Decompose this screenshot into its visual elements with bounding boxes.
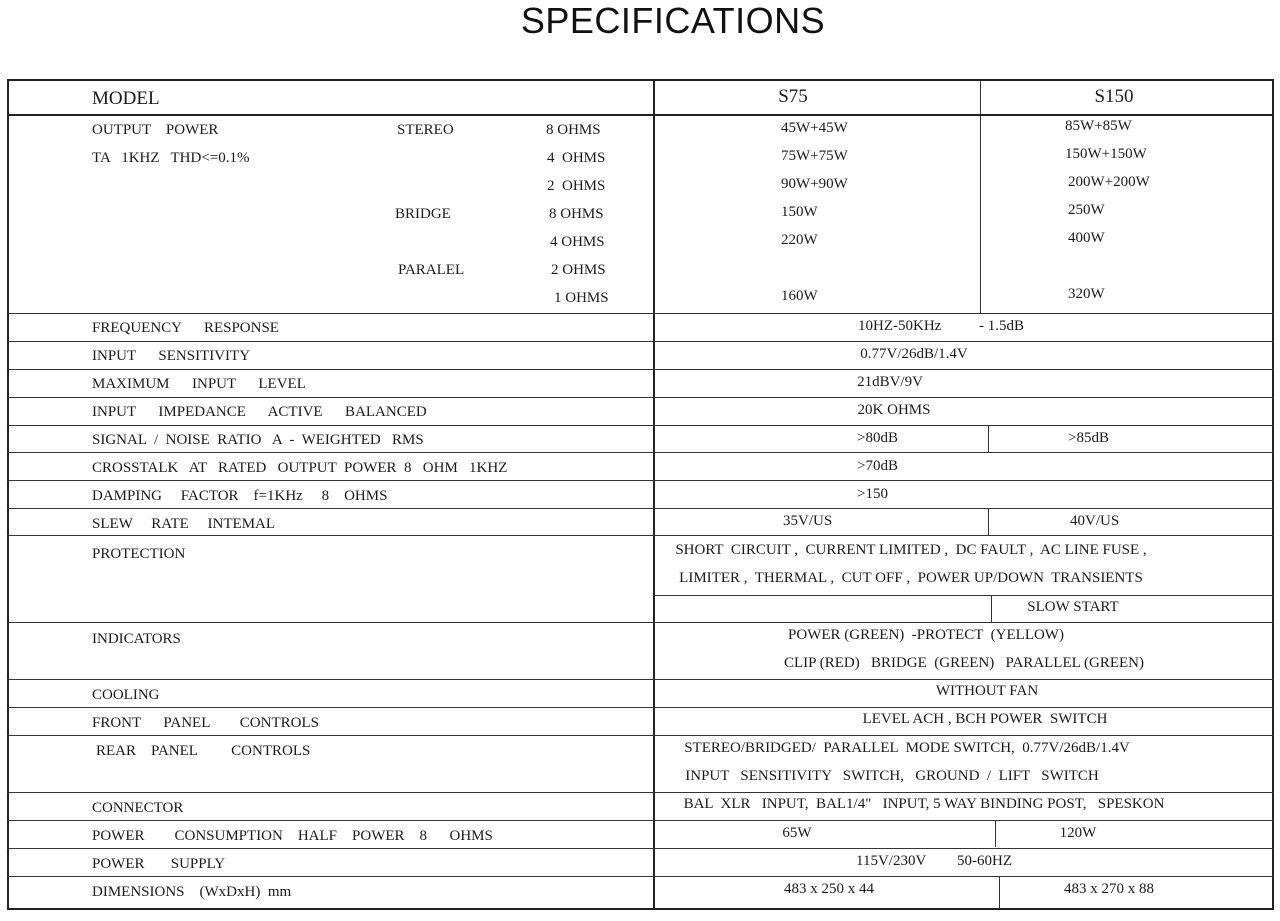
row-divider [7,452,1274,453]
max-input-level-label: MAXIMUM INPUT LEVEL [92,376,306,392]
power-supply-voltage: 115V/230V [856,853,927,869]
protection-s150-slow-start: SLOW START [1027,599,1119,615]
row-divider [7,622,1274,623]
dimensions-s75: 483 x 250 x 44 [784,881,874,897]
input-impedance-label: INPUT IMPEDANCE ACTIVE BALANCED [92,404,427,420]
s150-output-value: 320W [1068,286,1105,302]
power-consumption-s75: 65W [782,825,812,841]
s150-output-value: 150W+150W [1065,146,1147,162]
row-divider [7,848,1274,849]
column-divider-consumption [995,820,996,847]
output-power-condition: TA 1KHZ THD<=0.1% [92,150,250,166]
load-ohms: 2 OHMS [547,178,606,194]
indicators-line1: POWER (GREEN) -PROTECT (YELLOW) [788,627,1064,643]
front-panel-value: LEVEL ACH , BCH POWER SWITCH [862,711,1108,727]
slew-rate-s150: 40V/US [1070,513,1120,529]
connector-value: BAL XLR INPUT, BAL1/4" INPUT, 5 WAY BINDING POST, SPESKON [683,796,1165,812]
indicators-label: INDICATORS [92,631,181,647]
s75-output-value: 160W [781,288,818,304]
s75-output-value: 90W+90W [781,176,848,192]
indicators-line2: CLIP (RED) BRIDGE (GREEN) PARALLEL (GREEN) [784,655,1144,671]
s150-output-value: 85W+85W [1065,118,1132,134]
power-supply-label: POWER SUPPLY [92,856,226,872]
row-divider [7,679,1274,680]
row-divider [7,535,1274,536]
row-divider [7,876,1274,877]
input-impedance-value: 20K OHMS [857,402,931,418]
crosstalk-value: >70dB [857,458,898,474]
protection-line1: SHORT CIRCUIT , CURRENT LIMITED , DC FAULT , AC LINE FUSE , [675,542,1147,558]
cooling-value: WITHOUT FAN [935,683,1039,699]
row-divider [7,820,1274,821]
damping-factor-label: DAMPING FACTOR f=1KHz 8 OHMS [92,488,388,504]
load-ohms: 8 OHMS [546,122,601,138]
signal-noise-label: SIGNAL / NOISE RATIO A - WEIGHTED RMS [92,432,424,448]
load-ohms: 1 OHMS [554,290,609,306]
signal-noise-s150: >85dB [1068,430,1109,446]
dimensions-s150: 483 x 270 x 88 [1064,881,1154,897]
load-ohms: 4 OHMS [550,234,605,250]
frequency-response-label: FREQUENCY RESPONSE [92,320,279,336]
load-ohms: 8 OHMS [549,206,604,222]
row-divider [7,397,1274,398]
row-divider [7,735,1274,736]
row-divider [7,313,1274,314]
output-power-label: OUTPUT POWER [92,122,219,138]
row-divider [7,707,1274,708]
power-consumption-label: POWER CONSUMPTION HALF POWER 8 OHMS [92,828,493,844]
row-divider-protection-sub [655,595,1274,596]
input-sensitivity-value: 0.77V/26dB/1.4V [860,346,968,362]
cooling-label: COOLING [92,687,160,703]
load-ohms: 2 OHMS [551,262,606,278]
s75-output-value: 75W+75W [781,148,848,164]
row-divider [7,341,1274,342]
stereo-label: STEREO [397,122,454,138]
connector-label: CONNECTOR [92,800,184,816]
column-divider-snr [988,425,989,452]
protection-line2: LIMITER , THERMAL , CUT OFF , POWER UP/DOWN TRANSIENTS [679,570,1143,586]
row-divider [7,425,1274,426]
s75-output-value: 150W [781,204,818,220]
model-header: MODEL [92,88,160,109]
row-divider [7,792,1274,793]
bridge-label: BRIDGE [395,206,451,222]
frequency-response-value: 10HZ-50KHz [858,318,942,334]
row-divider [7,369,1274,370]
rear-panel-line1: STEREO/BRIDGED/ PARALLEL MODE SWITCH, 0.77V/26dB/1.4V [684,740,1130,756]
s150-output-value: 250W [1068,202,1105,218]
column-divider-slew [988,508,989,535]
slew-rate-s75: 35V/US [783,513,833,529]
s150-output-value: 400W [1068,230,1105,246]
load-ohms: 4 OHMS [547,150,606,166]
slew-rate-label: SLEW RATE INTEMAL [92,516,276,532]
s150-header: S150 [1094,86,1134,107]
row-divider [7,480,1274,481]
signal-noise-s75: >80dB [857,430,898,446]
column-divider-main [653,80,655,909]
s75-header: S75 [778,86,808,107]
max-input-level-value: 21dBV/9V [857,374,923,390]
power-supply-frequency: 50-60HZ [957,853,1012,869]
power-consumption-s150: 120W [1059,825,1097,841]
damping-factor-value: >150 [857,486,888,502]
column-divider-protection [991,595,992,622]
input-sensitivity-label: INPUT SENSITIVITY [92,348,251,364]
rear-panel-line2: INPUT SENSITIVITY SWITCH, GROUND / LIFT SWITCH [685,768,1099,784]
protection-label: PROTECTION [92,546,186,562]
front-panel-label: FRONT PANEL CONTROLS [92,715,319,731]
s75-output-value: 220W [781,232,818,248]
frequency-response-tolerance: - 1.5dB [979,318,1024,334]
dimensions-label: DIMENSIONS (WxDxH) mm [92,884,292,900]
row-divider [7,508,1274,509]
rear-panel-label: REAR PANEL CONTROLS [96,743,311,759]
s75-output-value: 45W+45W [781,120,848,136]
paralel-label: PARALEL [398,262,465,278]
crosstalk-label: CROSSTALK AT RATED OUTPUT POWER 8 OHM 1KHZ [92,460,508,476]
page-title: SPECIFICATIONS [520,0,826,41]
s150-output-value: 200W+200W [1068,174,1150,190]
column-divider-dimensions [999,876,1000,909]
row-divider [7,114,1274,116]
